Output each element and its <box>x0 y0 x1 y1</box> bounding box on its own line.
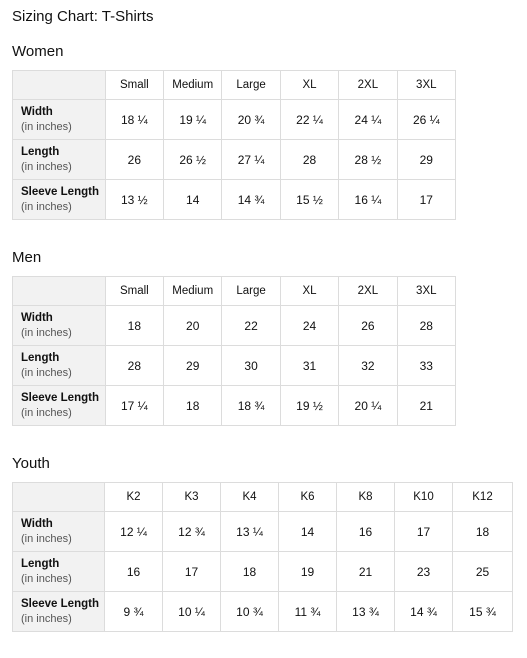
size-header: Small <box>105 71 163 100</box>
row-label: Sleeve Length <box>21 185 99 198</box>
table-cell: 11 ¾ <box>279 592 337 632</box>
size-header: Medium <box>164 71 222 100</box>
section-title-men: Men <box>12 249 42 266</box>
table-cell: 30 <box>222 346 280 386</box>
corner-cell <box>13 483 105 512</box>
table-cell: 23 <box>395 552 453 592</box>
table-cell: 22 ¼ <box>280 100 338 140</box>
table-cell: 13 ½ <box>105 180 163 220</box>
table-cell: 33 <box>397 346 455 386</box>
table-cell: 14 ¾ <box>395 592 453 632</box>
table-cell: 32 <box>339 346 397 386</box>
page-title: Sizing Chart: T-Shirts <box>12 8 154 25</box>
row-label: Sleeve Length <box>21 391 99 404</box>
table-row <box>13 592 513 632</box>
row-header <box>13 180 106 220</box>
row-label: Width <box>21 105 53 118</box>
table-cell: 26 <box>339 306 397 346</box>
size-header: 2XL <box>339 71 397 100</box>
table-cell: 21 <box>337 552 395 592</box>
table-cell: 10 ¾ <box>221 592 279 632</box>
header-row <box>13 71 456 100</box>
table-cell: 20 ¼ <box>339 386 397 426</box>
table-cell: 28 ½ <box>339 140 397 180</box>
size-header: K4 <box>221 483 279 512</box>
row-header <box>13 512 105 552</box>
table-cell: 28 <box>105 346 163 386</box>
table-cell: 13 ¼ <box>221 512 279 552</box>
size-header: Large <box>222 277 280 306</box>
men-size-table <box>12 276 456 426</box>
table-cell: 24 <box>280 306 338 346</box>
women-size-table <box>12 70 456 220</box>
table-cell: 9 ¾ <box>105 592 163 632</box>
size-header: XL <box>280 277 338 306</box>
table-row <box>13 100 456 140</box>
corner-cell <box>13 71 106 100</box>
table-cell: 29 <box>397 140 455 180</box>
row-label: Length <box>21 351 60 364</box>
table-cell: 20 ¾ <box>222 100 280 140</box>
table-cell: 10 ¼ <box>163 592 221 632</box>
table-cell: 19 ½ <box>280 386 338 426</box>
row-header <box>13 552 105 592</box>
table-cell: 16 ¼ <box>339 180 397 220</box>
row-header <box>13 306 106 346</box>
table-cell: 27 ¼ <box>222 140 280 180</box>
table-row <box>13 180 456 220</box>
table-row <box>13 140 456 180</box>
row-unit: (in inches) <box>21 326 72 339</box>
size-header: Medium <box>164 277 222 306</box>
row-unit: (in inches) <box>21 532 72 545</box>
table-cell: 29 <box>164 346 222 386</box>
table-cell: 17 <box>397 180 455 220</box>
row-unit: (in inches) <box>21 120 72 133</box>
table-cell: 22 <box>222 306 280 346</box>
row-header <box>13 592 105 632</box>
row-label: Width <box>21 517 53 530</box>
table-cell: 19 <box>279 552 337 592</box>
table-cell: 26 ½ <box>164 140 222 180</box>
table-cell: 21 <box>397 386 455 426</box>
table-cell: 26 ¼ <box>397 100 455 140</box>
row-label: Length <box>21 557 60 570</box>
table-row <box>13 306 456 346</box>
table-cell: 20 <box>164 306 222 346</box>
row-unit: (in inches) <box>21 200 72 213</box>
table-row <box>13 386 456 426</box>
table-cell: 26 <box>105 140 163 180</box>
row-unit: (in inches) <box>21 612 72 625</box>
row-unit: (in inches) <box>21 366 72 379</box>
table-cell: 28 <box>397 306 455 346</box>
size-header: 3XL <box>397 277 455 306</box>
table-cell: 18 ¾ <box>222 386 280 426</box>
size-header: XL <box>280 71 338 100</box>
row-unit: (in inches) <box>21 406 72 419</box>
section-title-women: Women <box>12 43 64 60</box>
table-row <box>13 552 513 592</box>
size-header: K2 <box>105 483 163 512</box>
section-title-youth: Youth <box>12 455 50 472</box>
table-cell: 14 <box>279 512 337 552</box>
table-cell: 12 ¼ <box>105 512 163 552</box>
size-header: K3 <box>163 483 221 512</box>
size-header: K8 <box>337 483 395 512</box>
row-header <box>13 140 106 180</box>
row-header <box>13 386 106 426</box>
table-cell: 17 ¼ <box>105 386 163 426</box>
table-cell: 18 <box>164 386 222 426</box>
row-unit: (in inches) <box>21 160 72 173</box>
corner-cell <box>13 277 106 306</box>
table-row <box>13 346 456 386</box>
table-cell: 16 <box>105 552 163 592</box>
row-label: Width <box>21 311 53 324</box>
row-header <box>13 100 106 140</box>
size-header: Small <box>105 277 163 306</box>
row-label: Length <box>21 145 60 158</box>
row-label: Sleeve Length <box>21 597 99 610</box>
table-cell: 15 ¾ <box>453 592 513 632</box>
table-cell: 25 <box>453 552 513 592</box>
size-header: K6 <box>279 483 337 512</box>
table-cell: 12 ¾ <box>163 512 221 552</box>
size-header: K10 <box>395 483 453 512</box>
size-header: K12 <box>453 483 513 512</box>
size-header: Large <box>222 71 280 100</box>
size-header: 3XL <box>397 71 455 100</box>
table-cell: 17 <box>395 512 453 552</box>
table-cell: 31 <box>280 346 338 386</box>
row-header <box>13 346 106 386</box>
size-header: 2XL <box>339 277 397 306</box>
youth-size-table <box>12 482 513 632</box>
header-row <box>13 483 513 512</box>
table-cell: 17 <box>163 552 221 592</box>
table-cell: 14 ¾ <box>222 180 280 220</box>
table-cell: 16 <box>337 512 395 552</box>
table-cell: 24 ¼ <box>339 100 397 140</box>
table-cell: 18 <box>105 306 163 346</box>
table-cell: 14 <box>164 180 222 220</box>
header-row <box>13 277 456 306</box>
table-cell: 15 ½ <box>280 180 338 220</box>
row-unit: (in inches) <box>21 572 72 585</box>
table-cell: 18 <box>221 552 279 592</box>
table-cell: 28 <box>280 140 338 180</box>
table-row <box>13 512 513 552</box>
table-cell: 18 ¼ <box>105 100 163 140</box>
table-cell: 19 ¼ <box>164 100 222 140</box>
table-cell: 18 <box>453 512 513 552</box>
table-cell: 13 ¾ <box>337 592 395 632</box>
